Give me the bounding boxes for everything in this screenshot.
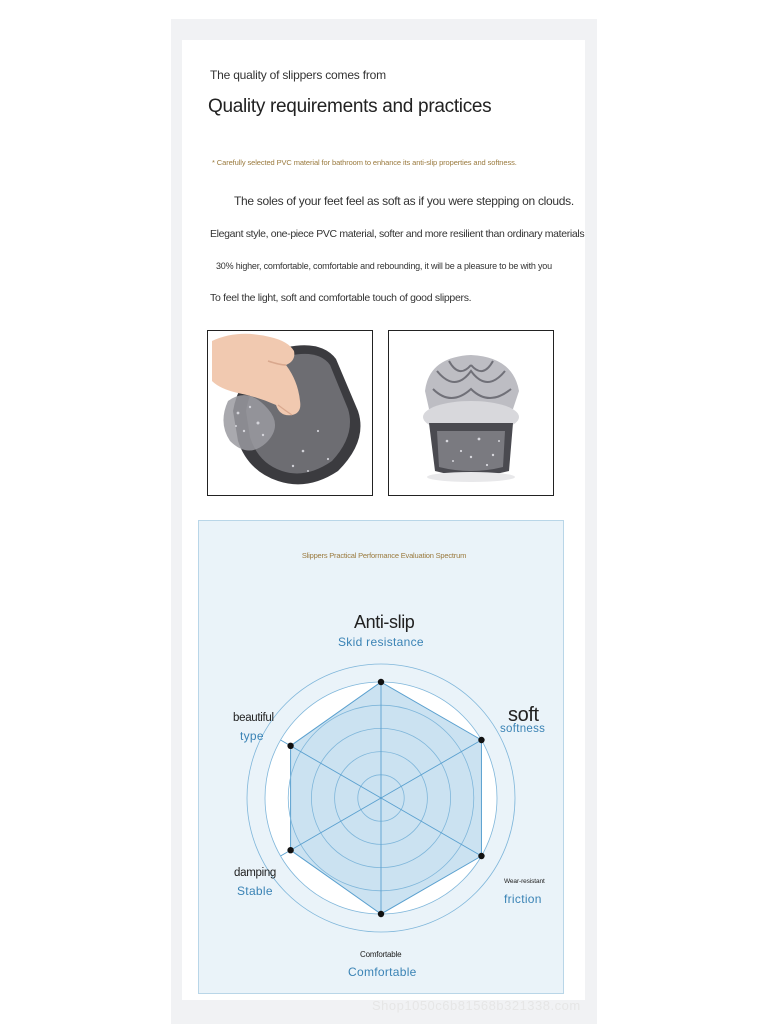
radar-point-beautiful — [287, 743, 293, 749]
page-title: Quality requirements and practices — [208, 96, 492, 117]
axis-label-beautiful: beautiful — [233, 712, 274, 724]
slipper-heel-view-photo — [388, 330, 554, 496]
axis-sub-wear-resistant: friction — [504, 892, 542, 906]
axis-sub-damping: Stable — [237, 884, 273, 898]
hand-holding-slipper-photo — [207, 330, 373, 496]
performance-radar-chart — [198, 520, 564, 994]
feature-line-3: 30% higher, comfortable, comfortable and rebounding, it will be a pleasure to be with you — [216, 261, 552, 271]
spectrum-title: Slippers Practical Performance Evaluation Spectrum — [301, 551, 467, 560]
axis-label-soft: soft — [508, 704, 539, 726]
radar-point-soft — [478, 737, 484, 743]
axis-label-anti-slip: Anti-slip — [354, 612, 415, 632]
axis-sub-soft: softness — [500, 723, 546, 735]
radar-point-anti-slip — [378, 679, 384, 685]
feature-line-1: The soles of your feet feel as soft as if you were stepping on clouds. — [234, 194, 574, 208]
intro-text: The quality of slippers comes from — [210, 68, 386, 82]
shop-watermark: Shop1050c6b81568b321338.com — [372, 998, 581, 1013]
axis-sub-beautiful: type — [240, 729, 264, 743]
axis-label-wear-resistant: Wear-resistant — [504, 878, 545, 885]
axis-sub-anti-slip: Skid resistance — [338, 635, 424, 649]
axis-label-damping: damping — [234, 867, 277, 879]
feature-line-2: Elegant style, one-piece PVC material, softer and more resilient than ordinary materials — [210, 228, 585, 240]
axis-sub-comfortable: Comfortable — [348, 965, 417, 979]
radar-point-comfortable — [378, 911, 384, 917]
radar-point-damping — [287, 847, 293, 853]
radar-point-wear-resistant — [478, 853, 484, 859]
axis-label-comfortable: Comfortable — [360, 950, 402, 959]
material-note: * Carefully selected PVC material for bathroom to enhance its anti-slip properties and softness. — [212, 158, 517, 167]
feature-line-4: To feel the light, soft and comfortable touch of good slippers. — [210, 292, 472, 304]
